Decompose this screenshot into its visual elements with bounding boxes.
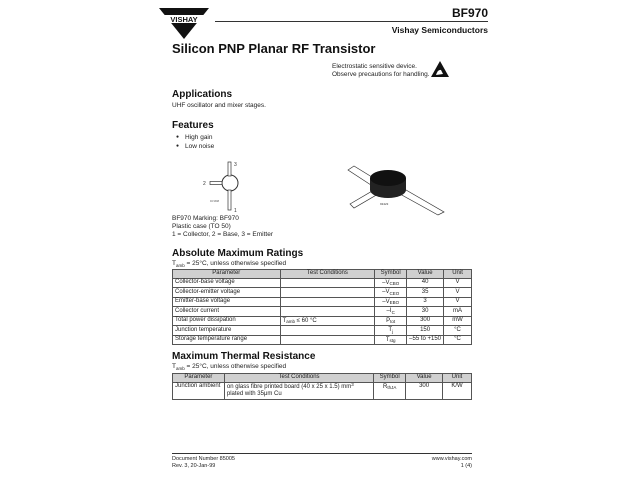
page-number: 1 (4) [460,463,472,469]
cell-value: 300 [407,316,444,326]
cell-value: 300 [406,382,443,399]
table-header-row [173,270,472,279]
company-name: Vishay Semiconductors [391,25,488,35]
cell-unit: mW [444,316,472,326]
features-heading: Features [172,120,214,131]
esd-warning-icon [430,60,450,78]
footer-right [432,456,472,470]
marking-text: BF970 Marking: BF970 [172,215,239,222]
thermal-heading: Maximum Thermal Resistance [172,351,316,362]
package-outline-drawing [198,158,248,214]
esd-line-2: Observe precautions for handling. [332,71,430,78]
cell-conditions [280,307,375,317]
document-number: Document Number 85005 [172,456,235,462]
esd-notice [332,63,430,79]
thermal-table [172,373,472,400]
cell-parameter: Collector-base voltage [173,278,281,288]
svg-text:3: 3 [234,162,237,168]
column-header: Unit [444,270,472,279]
cell-conditions: on glass fibre printed board (40 x 25 x 1.5) $mm^3$ plated with 35μm Cu [224,382,373,399]
vishay-logo-icon [157,6,211,40]
esd-line-1: Electrostatic sensitive device. [332,63,417,70]
cell-symbol: $-V_{EBO}$ [375,297,407,307]
feature-item: ● High gain [176,134,213,141]
svg-text:93423: 93423 [380,202,389,206]
applications-text: UHF oscillator and mixer stages. [172,102,266,109]
column-header: Value [407,270,444,279]
cell-symbol: $-V_{CEO}$ [375,288,407,298]
feature-item: ● Low noise [176,143,214,150]
cell-parameter: Junction ambient [173,382,225,399]
table-row [173,307,472,317]
cell-conditions [280,297,375,307]
cell-unit: °C [444,335,472,345]
cell-unit: V [444,278,472,288]
cell-unit: V [444,297,472,307]
table-row [173,297,472,307]
svg-text:VISHAY: VISHAY [170,15,198,24]
column-header: Test Conditions [280,270,375,279]
cell-parameter: Emitter-base voltage [173,297,281,307]
cell-symbol: $R_{thJA}$ [374,382,406,399]
header-rule [215,21,488,22]
abs-max-table [172,269,472,345]
footer-rule [172,453,472,454]
cell-parameter: Total power dissipation [173,316,281,326]
column-header: Parameter [173,374,225,383]
cell-symbol: $T_j$ [375,326,407,336]
footer-left [172,456,235,470]
cell-parameter: Collector current [173,307,281,317]
cell-value: 35 [407,288,444,298]
column-header: Symbol [374,374,406,383]
cell-value: 40 [407,278,444,288]
abs-max-condition: $T_{amb} = 25^\circ C$, unless otherwise specified [172,260,287,268]
page-title: Silicon PNP Planar RF Transistor [172,41,376,56]
cell-conditions [280,288,375,298]
cell-parameter: Junction temperature [173,326,281,336]
cell-conditions [280,326,375,336]
column-header: Value [406,374,443,383]
table-header-row [173,374,472,383]
cell-value: 150 [407,326,444,336]
package-photo [340,160,450,216]
table-row [173,316,472,326]
applications-heading: Applications [172,89,233,100]
cell-conditions [280,278,375,288]
thermal-condition: $T_{amb} = 25^\circ C$, unless otherwise specified [172,363,287,371]
cell-conditions [280,335,375,345]
cell-symbol: $P_{tot}$ [375,316,407,326]
case-text: Plastic case (TO 50) [172,223,231,230]
cell-unit: mA [444,307,472,317]
column-header: Test Conditions [224,374,373,383]
column-header: Unit [443,374,472,383]
table-row [173,335,472,345]
revision: Rev. 3, 20-Jan-99 [172,463,216,469]
cell-unit: V [444,288,472,298]
abs-max-heading: Absolute Maximum Ratings [172,248,304,259]
cell-parameter: Collector-emitter voltage [173,288,281,298]
cell-value: 3 [407,297,444,307]
svg-text:2: 2 [203,181,206,187]
cell-unit: K/W [443,382,472,399]
table-row [173,288,472,298]
cell-unit: °C [444,326,472,336]
part-number: BF970 [451,6,488,20]
cell-parameter: Storage temperature range [173,335,281,345]
table-row [173,382,472,399]
package-info [172,215,273,239]
cell-value: 30 [407,307,444,317]
cell-symbol: $T_{stg}$ [375,335,407,345]
svg-text:1: 1 [234,208,237,214]
svg-text:94 9398: 94 9398 [210,200,220,203]
table-row [173,278,472,288]
column-header: Parameter [173,270,281,279]
table-row [173,326,472,336]
cell-value: –55 to +150 [407,335,444,345]
cell-symbol: $-V_{CBO}$ [375,278,407,288]
cell-conditions: $T_{amb} \le 60$ °C [280,316,375,326]
website-link[interactable]: www.vishay.com [431,456,472,462]
cell-symbol: $-I_C$ [375,307,407,317]
pinout-text: 1 = Collector, 2 = Base, 3 = Emitter [172,231,273,238]
column-header: Symbol [375,270,407,279]
